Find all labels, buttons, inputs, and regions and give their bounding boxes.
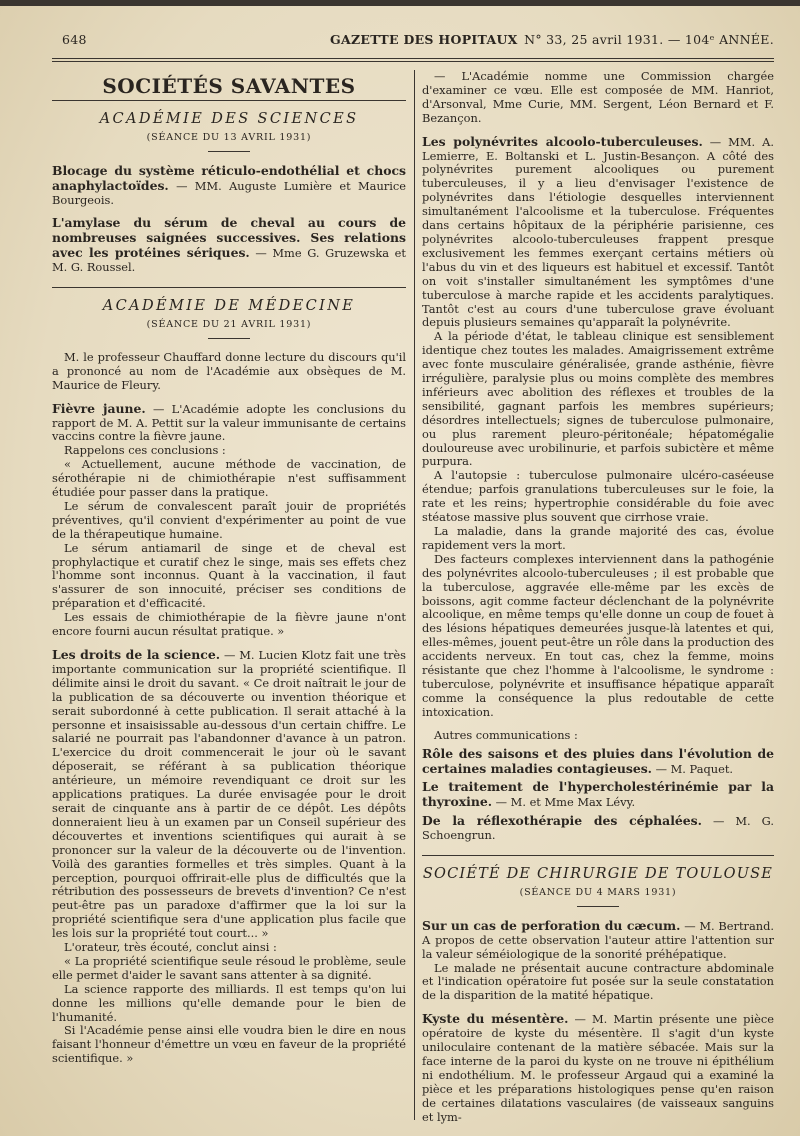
rule: [422, 855, 774, 856]
top-border: [0, 0, 800, 6]
academie-sciences-title: ACADÉMIE DES SCIENCES: [99, 110, 359, 127]
article-title: Blocage du système réticulo-endothélial et chocs anaphylactoïdes.: [52, 162, 406, 193]
article-caecum: [422, 919, 774, 962]
short-rule: [208, 338, 250, 339]
paragraph: M. le professeur Chauffard donne lecture du discours qu'il a prononcé au nom de l'Académie aux obsèques de M. Maurice de Fleury.: [52, 349, 406, 392]
paragraph: A la période d'état, le tableau clinique est sensiblement identique chez toutes les malades. Amaigrissement extrême avec fonte musculaire généralisée, grande asthénie, fièvre irrégulière, paralysie plus ou moins complète des membres inférieurs avec abolition des réflexes et troubles de la sensibilité, gagnant parfois les membres supérieurs; désordres intellectuels; signes de tuberculose pulmonaire, ou plus rarement pleuro-péritonéale; hépatomégalie douloureuse avec urobilinurie, et parfois subictère et même purpura.: [422, 329, 774, 469]
journal-title: GAZETTE DES HOPITAUX: [330, 32, 518, 47]
paragraph: L'orateur, très écouté, conclut ainsi :: [64, 940, 277, 955]
communication-reflexotherapie: [422, 814, 774, 843]
article-blocage: [52, 164, 406, 208]
issue-info: N° 33, 25 avril 1931. — 104ᵉ ANNÉE.: [524, 32, 774, 47]
chirurgie-toulouse-date: (SÉANCE DU 4 MARS 1931): [519, 886, 677, 898]
rule: [52, 287, 406, 288]
paragraph: Le malade ne présentait aucune contracture abdominale et l'indication opératoire fut posée sur la seule constatation de la disparition de la matité hépatique.: [422, 960, 774, 1003]
academie-medecine-date: (SÉANCE DU 21 AVRIL 1931): [146, 318, 312, 330]
article-authors: — M. et Mme Max Lévy.: [492, 795, 636, 810]
article-kyste: [422, 1012, 774, 1124]
article-title: Le traitement de l'hypercholestérinémie par la thyroxine.: [422, 779, 774, 810]
rule: [52, 100, 406, 101]
article-title: Fièvre jaune.: [52, 400, 146, 416]
right-column: [422, 70, 774, 1125]
communication-thyroxine: [422, 780, 774, 810]
article-fievre-jaune: [52, 402, 406, 445]
short-rule: [577, 906, 619, 907]
paragraph: Le sérum antiamaril de singe et de cheval est prophylactique et curatif chez le singe, mais ses effets chez l'homme sont inconnus. Quant à la vaccination, il faut s'assurer de son innocuité, préciser ses conditions de préparation et d'efficacité.: [52, 540, 406, 611]
left-column: [52, 70, 406, 1066]
article-polynevrites: [422, 135, 774, 331]
header-rule-double: [52, 61, 774, 62]
article-authors: — Mme G. Gruzewska et M. G. Roussel.: [52, 246, 406, 275]
paragraph: « Actuellement, aucune méthode de vaccination, de sérothérapie ni de chimiothérapie n'est suffisamment étudiée pour passer dans la pratique.: [52, 457, 406, 500]
article-amylase: [52, 216, 406, 275]
paragraph: A l'autopsie : tuberculose pulmonaire ulcéro-caséeuse étendue; parfois granulations tuberculeuses sur le foie, la rate et les reins; hypertrophie considérable du foie avec stéatose massive plus souvent que cirrhose vraie.: [422, 468, 774, 525]
article-title: De la réflexothérapie des céphalées.: [422, 813, 702, 829]
article-body: — M. Bertrand. A propos de cette observation l'auteur attire l'attention sur la valeur séméiologique de la sonorité préhépatique.: [422, 918, 775, 961]
article-authors: — M. Paquet.: [652, 761, 734, 776]
article-droits-science: [52, 648, 406, 941]
header-rule: [52, 58, 774, 59]
academie-medecine-title: ACADÉMIE DE MÉDECINE: [102, 298, 356, 315]
article-body: — M. Lucien Klotz fait une très importante communication sur la propriété scientifique. Il délimite ainsi le droit du savant. « Ce droit naîtrait le jour de la publication de sa découverte ou invention théorique et serait subordonné à cette publication. Il serait attaché à la personne et insaisissable au-dessous d'un certain chiffre. Le salarié ne pourrait pas l'abandonner d'avance à un patron. L'exercice du droit commencerait le jour où le savant déposerait, se référant à sa publication théorique antérieure, un mémoire revendiquant ce droit sur les applications pratiques. La durée envisagée pour le droit serait de cinquante ans à partir de ce dépôt. Les dépôts donneraient lieu à un examen par un Conseil supérieur des découvertes et inventions scientifiques qui aurait à se prononcer sur la valeur de la découverte ou de l'invention. Voilà des garanties formelles et très simples. Quant à la perception, pourquoi offrirait-elle plus de difficultés que la rétribution des possesseurs de brevets d'invention? Ce n'est peut-être pas un paradoxe d'affirmer que la loi sur la propriété scientifique sera d'une application plus facile que les lois sur la propriété tout court... »: [52, 648, 406, 941]
paragraph: Des facteurs complexes interviennent dans la pathogénie des polynévrites alcoolo-tuberculeuses ; il est probable que la tuberculose, aggravée elle-même par les excès de boissons, agit comme facteur déclenchant de la polynévrite alcoolique, en même temps qu'elle donne un coup de fouet à des lésions hépatiques demeurées jusque-là latentes et qui, elles-mêmes, jouent peut-être un rôle dans la production des accidents nerveux. En tout cas, chez la femme, moins résistante que chez l'homme à l'alcoolisme, le syndrome : tuberculose, polynévrite et insuffisance hépatique apparaît comme la conséquence la plus redoutable de cette intoxication.: [422, 551, 774, 719]
paragraph: Autres communications :: [434, 727, 578, 742]
article-body: — MM. A. Lemierre, E. Boltanski et L. Justin-Besançon. A côté des polynévrites purement alcooliques ou purement tuberculeuses, il y a lieu d'envisager l'existence de polynévrites dans l'étiologie desquelles interviennent simultanément l'alcoolisme et la tuberculose. Fréquentes dans certains hôpitaux de la périphérie parisienne, ces polynévrites alcoolo-tuberculeuses frappent presque exclusivement les femmes exerçant certains métiers où l'abus du vin et des liqueurs est habituel et excessif. Tantôt on voit s'installer simultanément les symptômes d'une tuberculose à marche rapide et les accidents paralytiques. Tantôt c'est au cours d'une tuberculose grave évoluant depuis plusieurs semaines qu'apparaît la polynévrite.: [422, 134, 774, 330]
article-title: Les droits de la science.: [52, 647, 221, 662]
communication-saisons: [422, 747, 774, 777]
article-authors: — MM. Auguste Lumière et Maurice Bourgeois.: [52, 178, 406, 207]
article-authors: — M. G. Schoengrun.: [422, 814, 774, 843]
article-title: Sur un cas de perforation du cæcum.: [422, 917, 681, 933]
article-body: — M. Martin présente une pièce opératoire de kyste du mésentère. Il s'agit d'un kyste uniloculaire contenant de la matière sébacée. Mais sur la face interne de la paroi du kyste on ne trouve ni épithélium ni endothélium. M. le professeur Argaud qui a examiné la pièce et les préparations histologiques pense qu'en raison de certaines dilatations vasculaires (de vaisseaux sanguins et lym-: [422, 1012, 774, 1124]
column-divider: [414, 70, 415, 1120]
paragraph: La maladie, dans la grande majorité des cas, évolue rapidement vers la mort.: [422, 524, 774, 552]
paragraph: « La propriété scientifique seule résoud le problème, seule elle permet d'aider le savant sans attenter à sa dignité.: [52, 953, 406, 982]
paragraph: Le sérum de convalescent paraît jouir de propriétés préventives, qu'il convient d'expérimenter au point de vue de la thérapeutique humaine.: [52, 498, 406, 541]
academie-sciences-date: (SÉANCE DU 13 AVRIL 1931): [146, 131, 312, 143]
article-title: Kyste du mésentère.: [422, 1011, 569, 1027]
page-number: 648: [62, 32, 87, 47]
section-main-title: SOCIÉTÉS SAVANTES: [102, 74, 356, 98]
page-header: [62, 32, 774, 52]
paragraph: — L'Académie nomme une Commission chargée d'examiner ce vœu. Elle est composée de MM. Hanriot, d'Arsonval, Mme Curie, MM. Sergent, Léon Bernard et F. Bezançon.: [422, 69, 774, 125]
article-body: — L'Académie adopte les conclusions du rapport de M. A. Pettit sur la valeur immunisante de certains vaccins contre la fièvre jaune.: [52, 401, 406, 444]
paragraph: Les essais de chimiothérapie de la fièvre jaune n'ont encore fourni aucun résultat pratique. »: [52, 610, 406, 639]
paragraph: Rappelons ces conclusions :: [64, 443, 226, 458]
chirurgie-toulouse-title: SOCIÉTÉ DE CHIRURGIE DE TOULOUSE: [422, 866, 774, 883]
short-rule: [208, 151, 250, 152]
article-title: L'amylase du sérum de cheval au cours de nombreuses saignées successives. Ses relations avec les protéines sériques.: [52, 215, 406, 261]
paragraph: La science rapporte des milliards. Il est temps qu'on lui donne les millions qu'elle demande pour le bien de l'humanité.: [52, 981, 406, 1024]
article-title: Rôle des saisons et des pluies dans l'évolution de certaines maladies contagieuses.: [422, 745, 774, 776]
article-title: Les polynévrites alcoolo-tuberculeuses.: [422, 133, 703, 149]
paragraph: Si l'Académie pense ainsi elle voudra bien le dire en nous faisant l'honneur d'émettre un vœu en faveur de la propriété scientifique. »: [52, 1023, 406, 1066]
